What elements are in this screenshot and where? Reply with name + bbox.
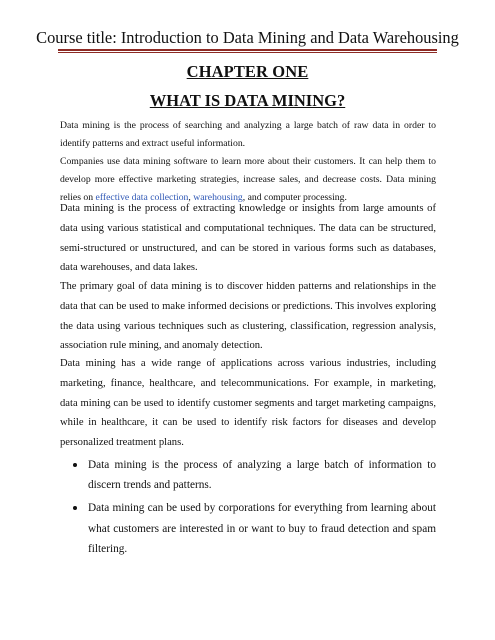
body-paragraph-3: Data mining has a wide range of applications across various industries, including marketing, finance, healthcare, and telecommunications. For example, in marketing, data mining can be used to identify customer segments and target marketing campaigns, while in healthcare, it can be used to identify risk factors for diseases and develop personalized treatment plans.: [60, 358, 436, 449]
bullet-icon: [73, 463, 77, 467]
intro-paragraph-2-text: Companies use data mining software to learn more about their customers. It can help them to develop more effective marketing strategies, increase sales, and decrease costs. Data mining relies on: [60, 156, 436, 203]
intro-paragraph-2-end: , and computer processing.: [242, 192, 347, 203]
bullet-text: Data mining can be used by corporations for everything from learning about what customers are interested in or want to buy to fraud detection and spam filtering.: [88, 502, 436, 555]
intro-separator: ,: [188, 192, 194, 203]
body-paragraph-1: Data mining is the process of extracting knowledge or insights from large amounts of data using various statistical and computational techniques. The data can be structured, semi-structured or unstructured, and can be stored in various forms such as databases, data warehouses, and data lakes.: [60, 203, 436, 274]
bullet-text: Data mining is the process of analyzing a large batch of information to discern trends and patterns.: [88, 459, 436, 492]
list-item: [60, 455, 436, 495]
intro-paragraph-1: Data mining is the process of searching and analyzing a large batch of raw data in order to identify patterns and extract useful information.: [60, 120, 436, 149]
course-title: Course title: Introduction to Data Mining and Data Warehousing: [36, 28, 459, 47]
bullet-list: [60, 455, 436, 562]
effective-data-collection-link[interactable]: effective data collection: [95, 192, 189, 203]
bullet-icon: [73, 506, 77, 510]
list-item: [60, 498, 436, 559]
chapter-heading: WHAT IS DATA MINING?: [149, 91, 346, 110]
warehousing-link[interactable]: warehousing: [193, 192, 243, 203]
chapter-label: CHAPTER ONE: [186, 62, 309, 81]
header-rule: [58, 49, 437, 53]
body-paragraph-2: The primary goal of data mining is to discover hidden patterns and relationships in the data that can be used to make informed decisions or predictions. This involves exploring the data using various techniques such as clustering, classification, regression analysis, association rule mining, and anomaly detection.: [60, 281, 436, 352]
